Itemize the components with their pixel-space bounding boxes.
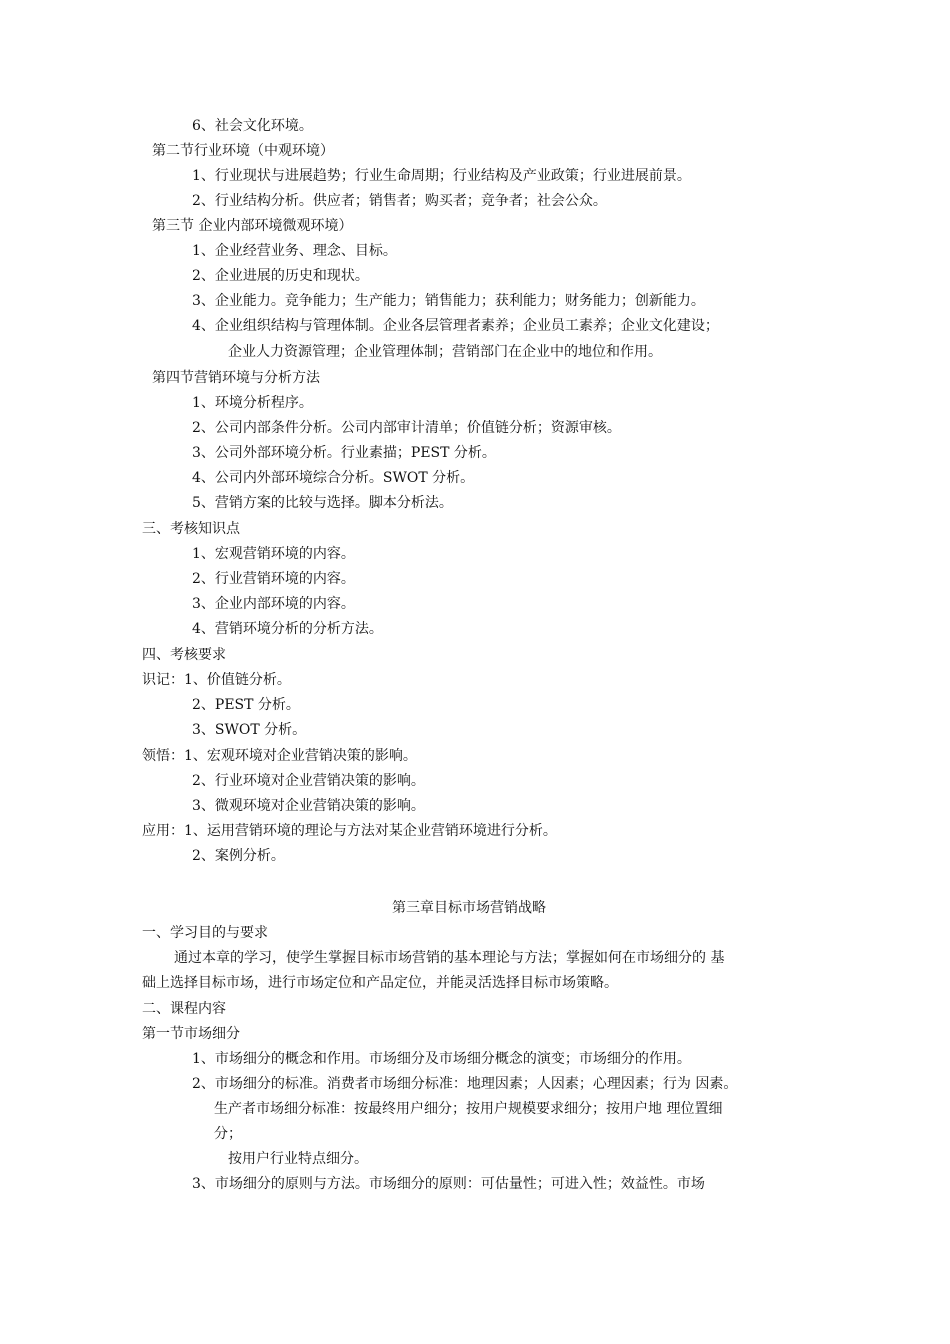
text-line: 3、SWOT 分析。 — [192, 722, 307, 738]
text-line: 3、公司外部环境分析。行业素描；PEST 分析。 — [192, 445, 496, 461]
text-line: 2、市场细分的标准。消费者市场细分标准：地理因素；人因素；心理因素；行为 因素。 — [192, 1076, 738, 1092]
text-line: 企业人力资源管理；企业管理体制；营销部门在企业中的地位和作用。 — [228, 344, 662, 360]
text-line: 2、企业进展的历史和现状。 — [192, 268, 369, 284]
section-heading: 第一节市场细分 — [142, 1026, 240, 1042]
text-line: 应用：1、运用营销环境的理论与方法对某企业营销环境进行分析。 — [142, 823, 557, 839]
chapter-title: 第三章目标市场营销战略 — [392, 900, 546, 916]
section-heading: 第二节行业环境（中观环境） — [152, 143, 334, 159]
text-line: 1、企业经营业务、理念、目标。 — [192, 243, 397, 259]
section-heading: 一、学习目的与要求 — [142, 925, 268, 941]
text-line: 础上选择目标市场，进行市场定位和产品定位，并能灵活选择目标市场策略。 — [142, 975, 618, 991]
text-line: 领悟：1、宏观环境对企业营销决策的影响。 — [142, 748, 417, 764]
section-heading: 三、考核知识点 — [142, 521, 240, 537]
text-line: 2、公司内部条件分析。公司内部审计清单；价值链分析；资源审核。 — [192, 420, 621, 436]
text-line: 3、企业内部环境的内容。 — [192, 596, 355, 612]
text-line: 1、行业现状与进展趋势；行业生命周期；行业结构及产业政策；行业进展前景。 — [192, 168, 691, 184]
text-line: 2、行业环境对企业营销决策的影响。 — [192, 773, 425, 789]
section-heading: 四、考核要求 — [142, 647, 226, 663]
text-line: 识记：1、价值链分析。 — [142, 672, 291, 688]
text-line: 生产者市场细分标准：按最终用户细分；按用户规模要求细分；按用户地 理位置细 — [214, 1101, 723, 1117]
text-line: 1、环境分析程序。 — [192, 395, 313, 411]
section-heading: 第四节营销环境与分析方法 — [152, 370, 320, 386]
text-line: 3、微观环境对企业营销决策的影响。 — [192, 798, 425, 814]
section-heading: 二、课程内容 — [142, 1001, 226, 1017]
text-line: 2、PEST 分析。 — [192, 697, 300, 713]
text-line: 2、行业营销环境的内容。 — [192, 571, 355, 587]
text-line: 6、社会文化环境。 — [192, 118, 313, 134]
text-line: 5、营销方案的比较与选择。脚本分析法。 — [192, 495, 453, 511]
text-line: 4、公司内外部环境综合分析。SWOT 分析。 — [192, 470, 475, 486]
text-line: 1、市场细分的概念和作用。市场细分及市场细分概念的演变；市场细分的作用。 — [192, 1051, 691, 1067]
text-line: 4、企业组织结构与管理体制。企业各层管理者素养；企业员工素养；企业文化建设； — [192, 318, 719, 334]
text-line: 2、行业结构分析。供应者；销售者；购买者；竞争者；社会公众。 — [192, 193, 607, 209]
text-line: 1、宏观营销环境的内容。 — [192, 546, 355, 562]
text-line: 分； — [214, 1126, 242, 1142]
text-line: 4、营销环境分析的分析方法。 — [192, 621, 383, 637]
section-heading: 第三节 企业内部环境微观环境） — [152, 218, 353, 234]
text-line: 2、案例分析。 — [192, 848, 285, 864]
text-line: 3、企业能力。竞争能力；生产能力；销售能力；获利能力；财务能力；创新能力。 — [192, 293, 705, 309]
text-line: 按用户行业特点细分。 — [228, 1151, 368, 1167]
text-line: 通过本章的学习，使学生掌握目标市场营销的基本理论与方法；掌握如何在市场细分的 基 — [174, 950, 725, 966]
text-line: 3、市场细分的原则与方法。市场细分的原则：可估量性；可进入性；效益性。市场 — [192, 1176, 705, 1192]
